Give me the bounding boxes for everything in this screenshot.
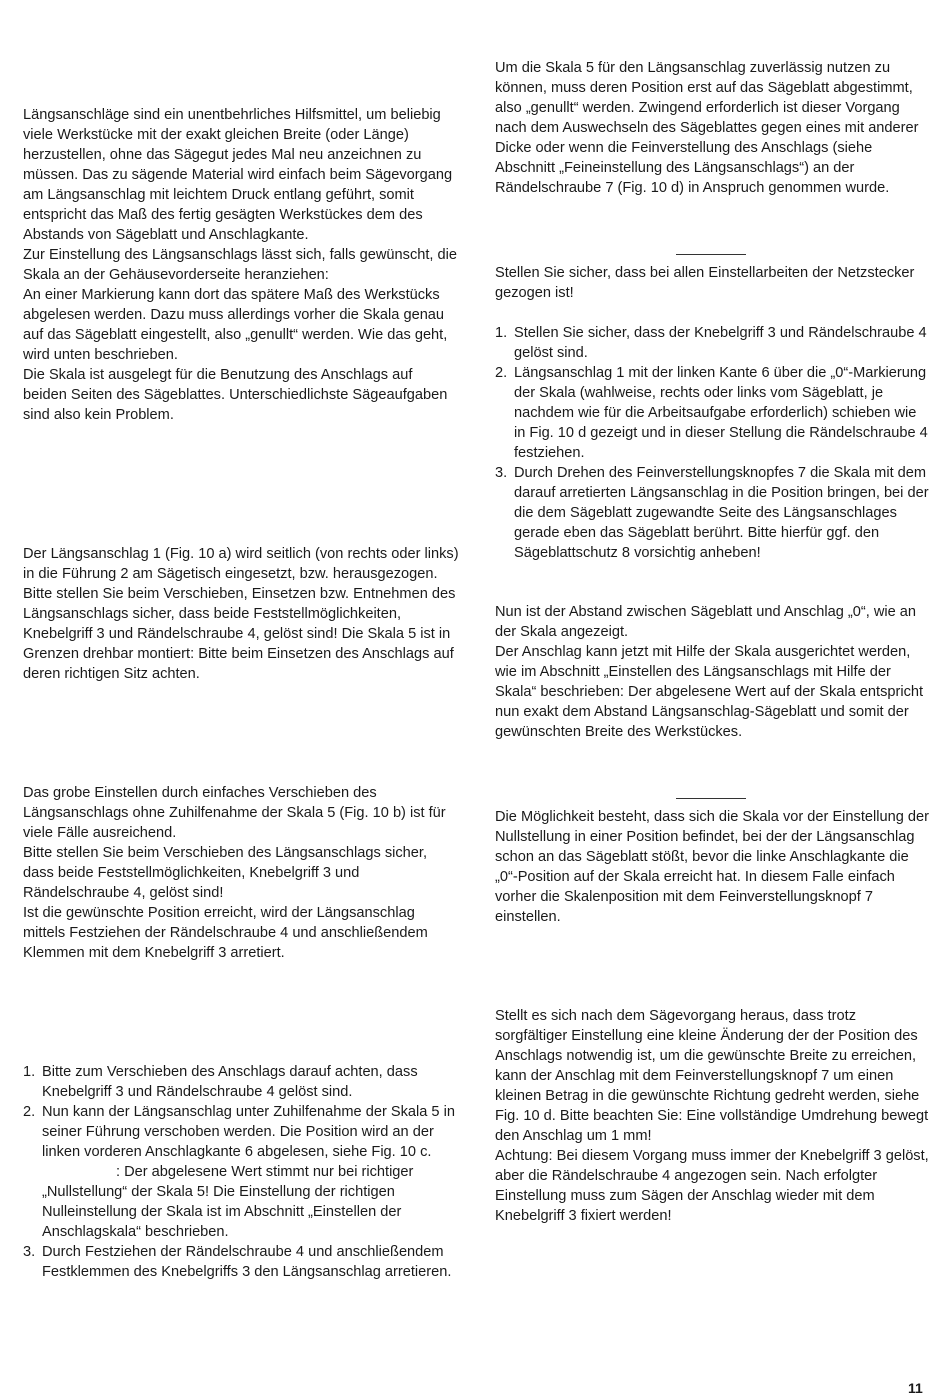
list-item — [495, 323, 931, 363]
list-text: Nun kann der Längsanschlag unter Zuhilfenahme der Skala 5 in seiner Führung verschoben werden. Die Position wird an der linken vorderen Anschlagkante 6 abgelesen, siehe Fig. 10 c. — [42, 1104, 455, 1160]
page-number: 11 — [908, 1380, 923, 1396]
list-text: Längsanschlag 1 mit der linken Kante 6 über die „0“-Markierung der Skala (wahlweise, rechts oder links vom Sägeblatt, je nachdem wie für die Arbeitsaufgabe erforderlich) schieben wie in Fig. 10 d gezeigt und in dieser Stellung die Rändelschraube 4 festziehen. — [514, 365, 928, 461]
paragraph: An einer Markierung kann dort das spätere Maß des Werkstücks abgelesen werden. Dazu muss allerdings vorher die Skala genau auf das Sägeblatt eingestellt, also „genullt“ werden. Wie das geht, wird unten beschrieben. — [23, 287, 448, 363]
zeroing-hint-block — [495, 807, 931, 927]
fine-adjust-block — [495, 1006, 931, 1226]
paragraph: Bitte stellen Sie beim Verschieben des Längsanschlags sicher, dass beide Feststellmöglichkeiten, Knebelgriff 3 und Rändelschraube 4, gelöst sind! — [23, 845, 427, 901]
paragraph: Stellen Sie sicher, dass bei allen Einstellarbeiten der Netzstecker gezogen ist! — [495, 265, 915, 301]
paragraph: Nun ist der Abstand zwischen Sägeblatt und Anschlag „0“, wie an der Skala angezeigt. — [495, 604, 917, 640]
list-number: 1. — [495, 325, 508, 341]
list-item — [23, 1242, 459, 1282]
divider-line — [676, 798, 746, 799]
list-number: 3. — [23, 1244, 36, 1260]
paragraph: Zur Einstellung des Längsanschlags lässt sich, falls gewünscht, die Skala an der Gehäusevorderseite heranziehen: — [23, 247, 457, 283]
list-number: 2. — [495, 365, 508, 381]
paragraph: Das grobe Einstellen durch einfaches Verschieben des Längsanschlags ohne Zuhilfenahme der Skala 5 (Fig. 10 b) ist für viele Fälle ausreichend. — [23, 785, 446, 841]
zeroing-steps-block — [495, 323, 931, 563]
paragraph: Stellt es sich nach dem Sägevorgang heraus, dass trotz sorgfältiger Einstellung eine kleine Änderung der der Position des Anschlags notwendig ist, um die gewünschte Breite zu erreichen, kann der Anschlag mit dem Feinverstellungsknopf 7 um einen kleinen Betrag in die gewünschte Richtung gedreht werden, siehe Fig. 10 d. Bitte beachten Sie: Eine vollständige Umdrehung bewegt den Anschlag um 1 mm! — [495, 1008, 929, 1144]
list-text: : Der abgelesene Wert stimmt nur bei richtiger „Nullstellung“ der Skala 5! Die Einstellung der richtigen Nulleinstellung der Skala ist im Abschnitt „Einstellen der Anschlagskala“ beschrieben. — [42, 1164, 414, 1240]
scale-adjust-list-block — [23, 1062, 459, 1282]
paragraph: Um die Skala 5 für den Längsanschlag zuverlässig nutzen zu können, muss deren Position erst auf das Sägeblatt abgestimmt, also „genullt“ werden. Zwingend erforderlich ist dieser Vorgang nach dem Auswechseln des Sägeblattes gegen eines mit anderer Dicke oder wenn die Feinverstellung des Anschlags (siehe Abschnitt „Feineinstellung des Längsanschlags“) an der Rändelschraube 7 (Fig. 10 d) in Anspruch genommen wurde. — [495, 60, 919, 196]
list-text: Durch Festziehen der Rändelschraube 4 und anschließendem Festklemmen des Knebelgriffs 3 den Längsanschlag arretieren. — [42, 1244, 452, 1280]
list-item — [23, 1062, 459, 1102]
list-item — [495, 463, 931, 563]
numbered-list — [495, 323, 931, 563]
list-text: Durch Drehen des Feinverstellungsknopfes 7 die Skala mit dem darauf arretierten Längsanschlag in die Position bringen, bei der die dem Sägeblatt zugewandte Seite des Längsanschlages gerade eben das Sägeblatt berührt. Bitte hierfür ggf. den Sägeblattschutz 8 vorsichtig anheben! — [514, 465, 929, 561]
numbered-list — [23, 1062, 459, 1282]
paragraph: Achtung: Bei diesem Vorgang muss immer der Knebelgriff 3 gelöst, aber die Rändelschraube 4 angezogen sein. Nach erfolgter Einstellung muss zum Sägen der Anschlag wieder mit dem Knebelgriff 3 fixiert werden! — [495, 1148, 929, 1224]
paragraph: Ist die gewünschte Position erreicht, wird der Längsanschlag mittels Festziehen der Rändelschraube 4 und anschließendem Klemmen mit dem Knebelgriff 3 arretiert. — [23, 905, 428, 961]
intro-block — [23, 105, 459, 425]
paragraph: Längsanschläge sind ein unentbehrliches Hilfsmittel, um beliebig viele Werkstücke mit der exakt gleichen Breite (oder Länge) herzustellen, ohne das Sägegut jedes Mal neu anzeichnen zu müssen. Das zu sägende Material wird einfach beim Sägevorgang am Längsanschlag mit leichtem Druck entlang geführt, somit entspricht das Maß des fertig gesägten Werkstückes dem des Abstands von Sägeblatt und Anschlagkante. — [23, 107, 453, 243]
paragraph: Der Längsanschlag 1 (Fig. 10 a) wird seitlich (von rechts oder links) in die Führung 2 am Sägetisch eingesetzt, bzw. herausgezogen. Bitte stellen Sie beim Verschieben, Einsetzen bzw. Entnehmen des Längsanschlags sicher, dass beide Feststellmöglichkeiten, Knebelgriff 3 und Rändelschraube 4, gelöst sind! Die Skala 5 ist in Grenzen drehbar montiert: Bitte beim Einsetzen des Anschlags auf deren richtigen Sitz achten. — [23, 546, 459, 682]
list-number: 1. — [23, 1064, 36, 1080]
list-item — [23, 1102, 459, 1242]
list-item — [495, 363, 931, 463]
list-number: 2. — [23, 1104, 36, 1120]
insert-block — [23, 544, 459, 684]
paragraph: Die Möglichkeit besteht, dass sich die Skala vor der Einstellung der Nullstellung in einer Position befindet, bei der der Längsanschlag schon an das Sägeblatt stößt, bevor die linke Anschlagkante die „0“-Position auf der Skala erreicht hat. In diesem Falle einfach vorher die Skalenposition mit dem Feinverstellungsknopf 7 einstellen. — [495, 809, 929, 925]
list-text: Bitte zum Verschieben des Anschlags darauf achten, dass Knebelgriff 3 und Rändelschraube 4 gelöst sind. — [42, 1064, 418, 1100]
paragraph: Der Anschlag kann jetzt mit Hilfe der Skala ausgerichtet werden, wie im Abschnitt „Einstellen des Längsanschlags mit Hilfe der Skala“ beschrieben: Der abgelesene Wert auf der Skala entspricht nun exakt dem Abstand Längsanschlag-Sägeblatt und somit der gewünschten Breite des Werkstückes. — [495, 644, 924, 740]
zeroing-intro-block — [495, 58, 931, 198]
list-text: Stellen Sie sicher, dass der Knebelgriff 3 und Rändelschraube 4 gelöst sind. — [514, 325, 927, 361]
paragraph: Die Skala ist ausgelegt für die Benutzung des Anschlags auf beiden Seiten des Sägeblattes. Unterschiedlichste Sägeaufgaben sind also kein Problem. — [23, 367, 448, 423]
divider-line — [676, 254, 746, 255]
coarse-adjust-block — [23, 783, 459, 963]
safety-note-block — [495, 263, 931, 303]
list-number: 3. — [495, 465, 508, 481]
zeroing-result-block — [495, 602, 931, 742]
